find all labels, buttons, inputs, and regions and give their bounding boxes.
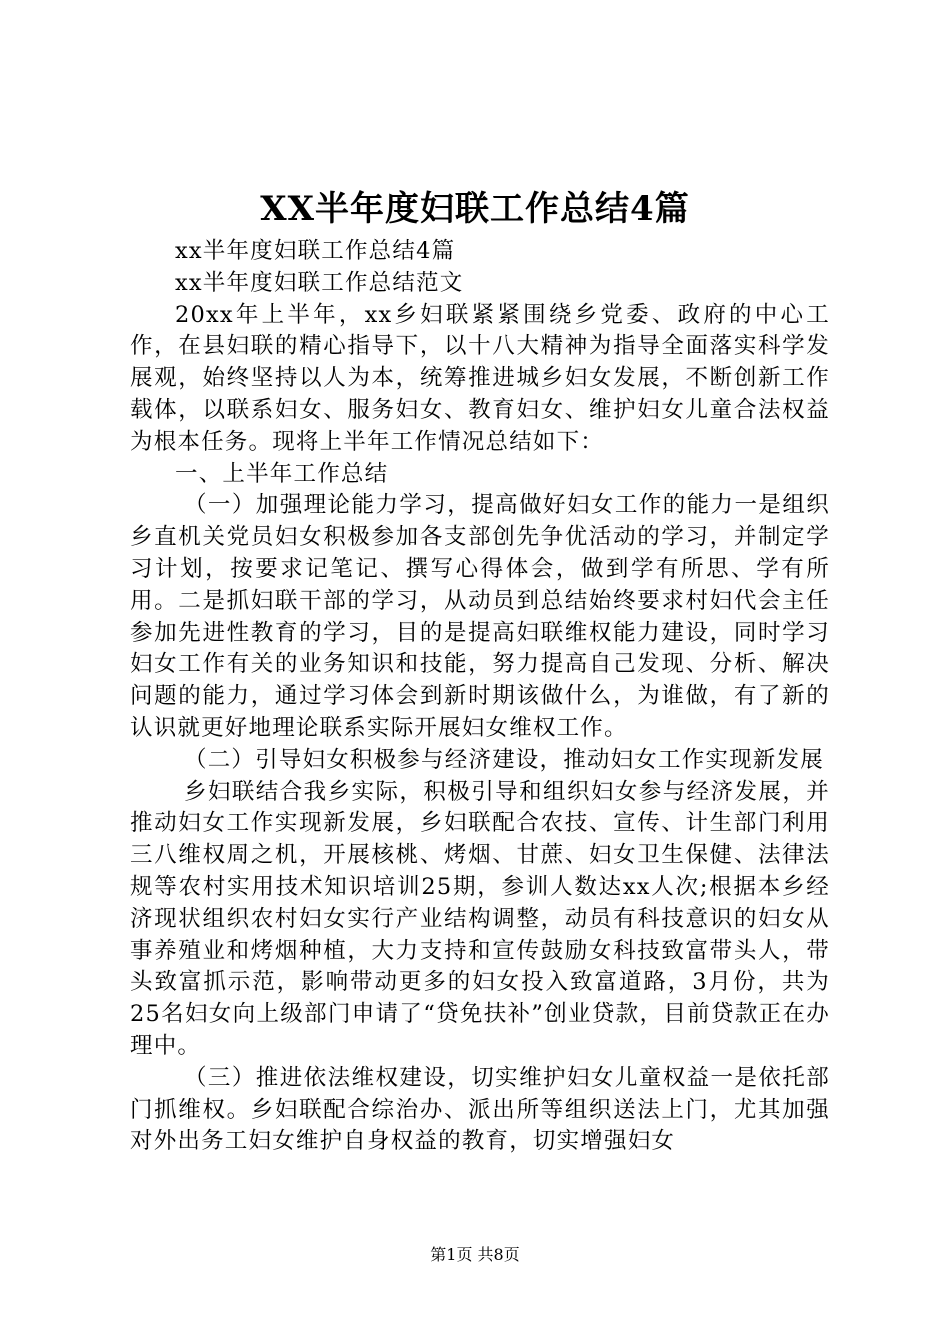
- paragraph-item-2-body: 乡妇联结合我乡实际，积极引导和组织妇女参与经济发展，并推动妇女工作实现新发展，乡妇联配合农技、宣传、计生部门利用三八维权周之机，开展核桃、烤烟、甘蔗、妇女卫生保健、法律法规等农村实用技术知识培训25期，参训人数达xx人次;根据本乡经济现状组织农村妇女实行产业结构调整，动员有科技意识的妇女从事养殖业和烤烟种植，大力支持和宣传鼓励女科技致富带头人，带头致富抓示范，影响带动更多的妇女投入致富道路，3月份，共为25名妇女向上级部门申请了“贷免扶补”创业贷款，目前贷款正在办理中。: [130, 778, 830, 1059]
- paragraph-item-3: （三）推进依法维权建设，切实维护妇女儿童权益一是依托部门抓维权。乡妇联配合综治办、派出所等组织送法上门，尤其加强对外出务工妇女维护自身权益的教育，切实增强妇女: [130, 1064, 830, 1155]
- paragraph-item-2-heading: （二）引导妇女积极参与经济建设，推动妇女工作实现新发展: [184, 746, 824, 773]
- paragraph-item-1: （一）加强理论能力学习，提高做好妇女工作的能力一是组织乡直机关党员妇女积极参加各支部创先争优活动的学习，并制定学习计划，按要求记笔记、撰写心得体会，做到学有所思、学有所用。二是抓妇联干部的学习，从动员到总结始终要求村妇代会主任参加先进性教育的学习，目的是提高妇联维权能力建设，同时学习妇女工作有关的业务知识和技能，努力提高自己发现、分析、解决问题的能力，通过学习体会到新时期该做什么，为谁做，有了新的认识就更好地理论联系实际开展妇女维权工作。: [130, 492, 830, 741]
- document-body: [130, 236, 830, 1158]
- section-heading: 一、上半年工作总结: [175, 460, 389, 487]
- document-title: XX半年度妇联工作总结4篇: [260, 189, 690, 229]
- paragraph-subtitle-1: xx半年度妇联工作总结4篇: [175, 238, 456, 264]
- paragraph-subtitle-2: xx半年度妇联工作总结范文: [175, 269, 464, 296]
- page-footer: 第1页 共8页: [430, 1245, 520, 1264]
- paragraph-intro: 20xx年上半年，xx乡妇联紧紧围绕乡党委、政府的中心工作，在县妇联的精心指导下，以十八大精神为指导全面落实科学发展观，始终坚持以人为本，统筹推进城乡妇女发展，不断创新工作载体，以联系妇女、服务妇女、教育妇女、维护妇女儿童合法权益为根本任务。现将上半年工作情况总结如下：: [130, 301, 830, 455]
